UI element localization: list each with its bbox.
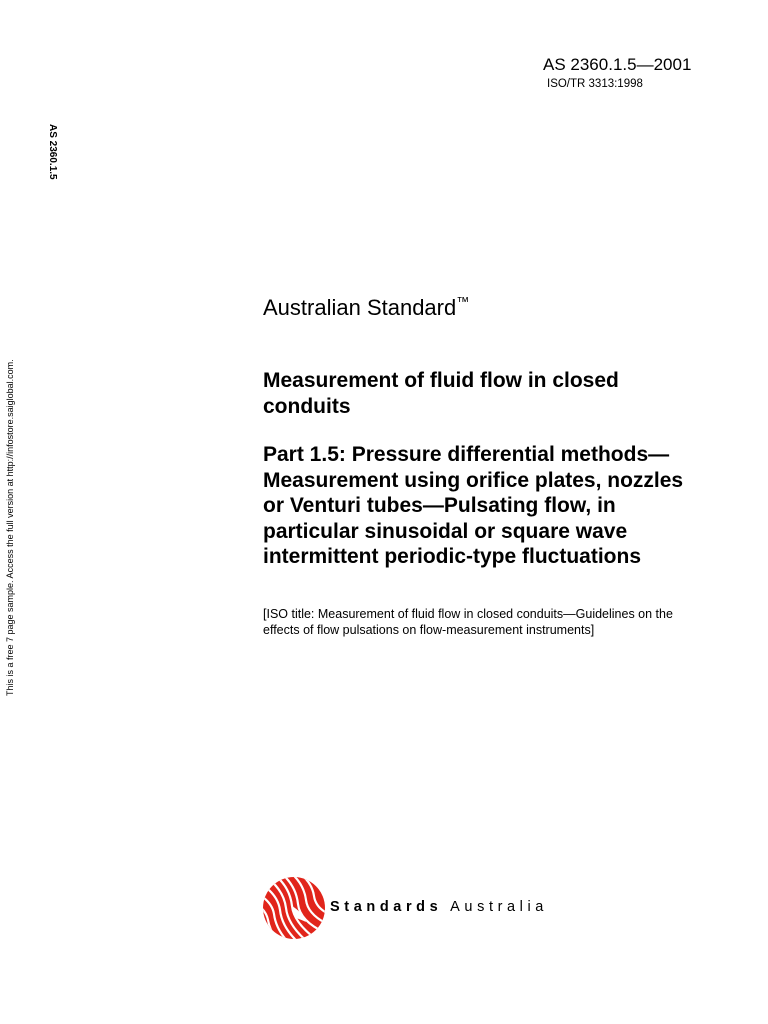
logo-word-standards: Standards [330, 899, 443, 915]
brand-line-text: Australian Standard [263, 295, 457, 320]
sample-notice: This is a free 7 page sample. Access the full version at http://infostore.saiglobal.com. [5, 359, 15, 696]
logo-word-australia: Australia [450, 899, 548, 915]
iso-title-note: [ISO title: Measurement of fluid flow in closed conduits—Guidelines on the effects of flow pulsations on flow-measurement instruments] [263, 607, 673, 637]
standard-number: AS 2360.1.5—2001 [543, 55, 692, 74]
brand-line [263, 288, 469, 322]
document-subtitle: Part 1.5: Pressure differential methods—Measurement using orifice plates, nozzles or Venturi tubes—Pulsating flow, in particular sinusoidal or square wave intermittent periodic-type fluctuations [263, 443, 684, 568]
standards-australia-logo [262, 876, 602, 942]
trademark-symbol: ™ [456, 294, 470, 309]
spine-label: AS 2360.1.5 [47, 124, 58, 180]
iso-number: ISO/TR 3313:1998 [547, 78, 643, 90]
standards-australia-emblem-icon [262, 876, 326, 940]
document-title: Measurement of fluid flow in closed conduits [263, 369, 619, 418]
logo-wordmark [330, 898, 548, 916]
